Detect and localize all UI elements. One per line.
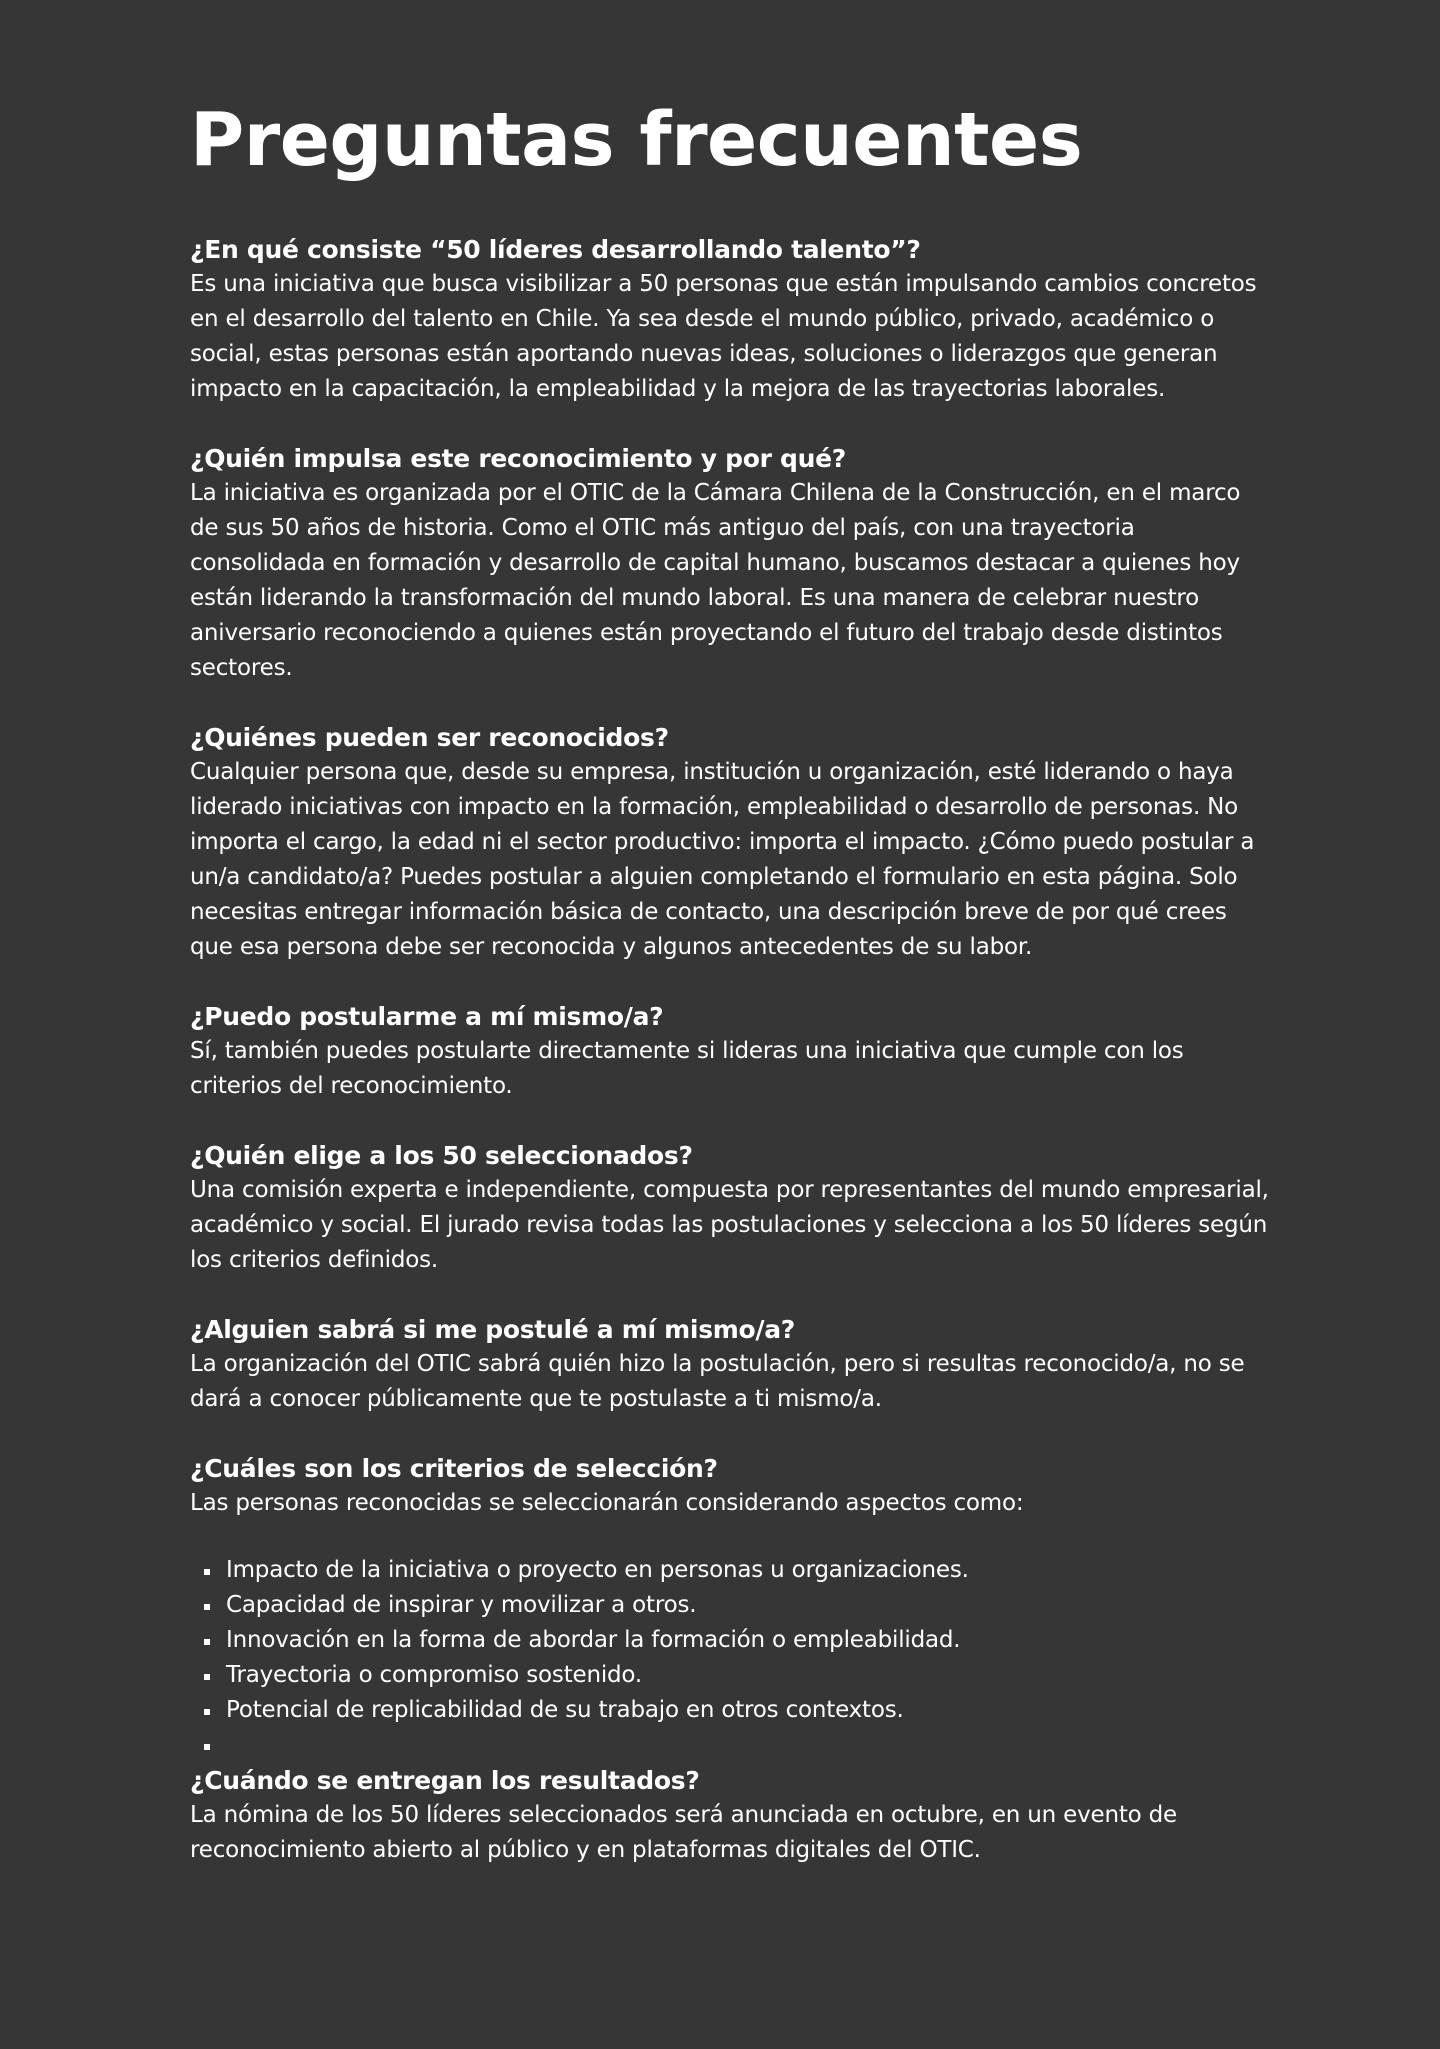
square-bullet-icon [204, 1674, 210, 1680]
faq-item [190, 720, 1270, 965]
criteria-item [226, 1658, 1270, 1693]
faq-content [190, 92, 1270, 1902]
criteria-item-empty [226, 1728, 1270, 1763]
faq-item-criteria [190, 1451, 1270, 1763]
faq-item [190, 1312, 1270, 1417]
faq-answer: La nómina de los 50 líderes seleccionados será anunciada en octubre, en un evento de reconocimiento abierto al público y en plataformas digitales del OTIC. [190, 1802, 1178, 1863]
criteria-item-text: Innovación en la forma de abordar la formación o empleabilidad. [226, 1627, 961, 1653]
criteria-item-text: Trayectoria o compromiso sostenido. [226, 1662, 643, 1688]
square-bullet-icon [204, 1709, 210, 1715]
faq-question: ¿Alguien sabrá si me postulé a mí mismo/a? [190, 1315, 796, 1344]
criteria-item-text: Capacidad de inspirar y movilizar a otros. [226, 1592, 697, 1618]
criteria-list [190, 1553, 1270, 1763]
faq-answer: Es una iniciativa que busca visibilizar a 50 personas que están impulsando cambios concretos en el desarrollo del talento en Chile. Ya sea desde el mundo público, privado, académico o social, estas personas están aportando nuevas ideas, soluciones o liderazgos que generan impacto en la capacitación, la empleabilidad y la mejora de las trayectorias laborales. [190, 271, 1257, 402]
faq-question: ¿Cuándo se entregan los resultados? [190, 1766, 700, 1795]
faq-answer: La organización del OTIC sabrá quién hizo la postulación, pero si resultas reconocido/a, no se dará a conocer públicamente que te postulaste a ti mismo/a. [190, 1351, 1245, 1412]
faq-question: ¿Cuáles son los criterios de selección? [190, 1454, 718, 1483]
faq-answer: Cualquier persona que, desde su empresa, institución u organización, esté liderando o haya liderado iniciativas con impacto en la formación, empleabilidad o desarrollo de personas. No importa el cargo, la edad ni el sector productivo: importa el impacto. ¿Cómo puedo postular a un/a candidato/a? Puedes postular a alguien completando el formulario en esta página. Solo necesitas entregar información básica de contacto, una descripción breve de por qué crees que esa persona debe ser reconocida y algunos antecedentes de su labor. [190, 759, 1255, 960]
faq-item [190, 441, 1270, 686]
faq-question: ¿En qué consiste “50 líderes desarrollando talento”? [190, 235, 921, 264]
faq-item [190, 999, 1270, 1104]
criteria-item-text: Impacto de la iniciativa o proyecto en personas u organizaciones. [226, 1557, 969, 1583]
criteria-item [226, 1623, 1270, 1658]
faq-item [190, 1138, 1270, 1278]
faq-answer: Las personas reconocidas se seleccionarán considerando aspectos como: [190, 1490, 1024, 1516]
criteria-item-text: Potencial de replicabilidad de su trabajo en otros contextos. [226, 1697, 904, 1723]
criteria-item [226, 1693, 1270, 1728]
square-bullet-icon [204, 1639, 210, 1645]
criteria-item [226, 1553, 1270, 1588]
square-bullet-icon [204, 1604, 210, 1610]
faq-answer: Sí, también puedes postularte directamente si lideras una iniciativa que cumple con los criterios del reconocimiento. [190, 1038, 1184, 1099]
square-bullet-icon [204, 1569, 210, 1575]
criteria-item [226, 1588, 1270, 1623]
faq-answer: Una comisión experta e independiente, compuesta por representantes del mundo empresarial, académico y social. El jurado revisa todas las postulaciones y selecciona a los 50 líderes según los criterios definidos. [190, 1177, 1269, 1273]
faq-answer: La iniciativa es organizada por el OTIC de la Cámara Chilena de la Construcción, en el marco de sus 50 años de historia. Como el OTIC más antiguo del país, con una trayectoria consolidada en formación y desarrollo de capital humano, buscamos destacar a quienes hoy están liderando la transformación del mundo laboral. Es una manera de celebrar nuestro aniversario reconociendo a quienes están proyectando el futuro del trabajo desde distintos sectores. [190, 480, 1241, 681]
faq-question: ¿Quién impulsa este reconocimiento y por qué? [190, 444, 846, 473]
faq-item [190, 1763, 1270, 1868]
faq-item [190, 232, 1270, 407]
page-title: Preguntas frecuentes [190, 97, 1083, 183]
faq-question: ¿Puedo postularme a mí mismo/a? [190, 1002, 664, 1031]
faq-question: ¿Quiénes pueden ser reconocidos? [190, 723, 669, 752]
square-bullet-icon [204, 1744, 210, 1750]
faq-question: ¿Quién elige a los 50 seleccionados? [190, 1141, 693, 1170]
